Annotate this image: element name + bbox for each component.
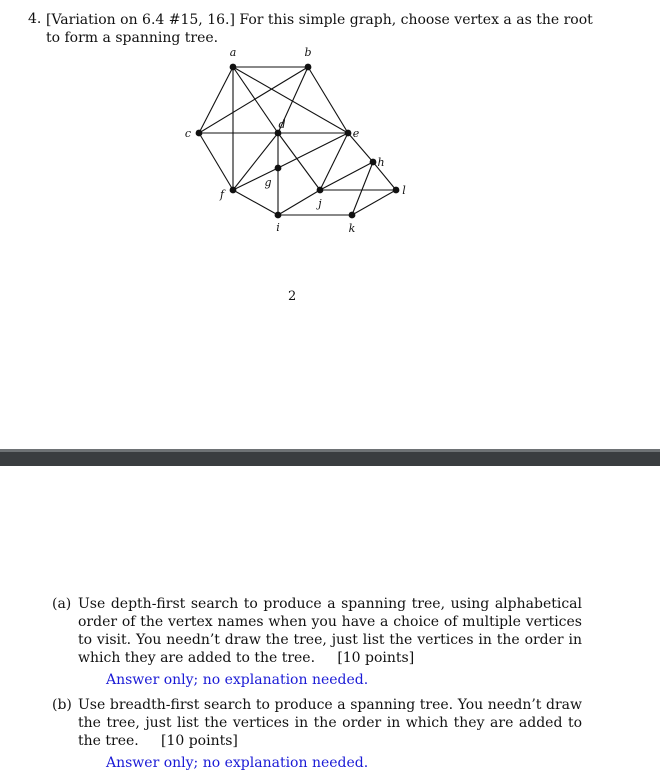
part-a-text: Use depth-first search to produce a spanning tree, using alphabetical order of the vertex names when you have a choice of multiple vertices to visit. You needn’t draw the tree, just list the vertices in the order in which they are added to the tree. [78, 596, 582, 666]
graph-vertex-g [275, 165, 282, 172]
question-text: [Variation on 6.4 #15, 16.] For this simple graph, choose vertex a as the root to form a spanning tree. [46, 12, 593, 46]
part-a [52, 595, 582, 667]
graph-edge-k-l [352, 190, 396, 215]
graph-vertex-c [196, 130, 203, 137]
part-b-body [78, 696, 582, 750]
part-a-body [78, 595, 582, 667]
graph-edges [199, 67, 396, 215]
part-b-answer-note: Answer only; no explanation needed. [106, 755, 369, 771]
graph-figure [0, 0, 660, 250]
part-b-label: (b) [52, 697, 72, 713]
part-b [52, 696, 582, 750]
graph-edge-i-j [278, 190, 320, 215]
part-a-answer-note: Answer only; no explanation needed. [106, 672, 369, 688]
graph-edge-b-e [308, 67, 348, 133]
part-a-label: (a) [52, 596, 72, 612]
graph-edge-a-e [233, 67, 348, 133]
graph-vertex-label-b: b [304, 46, 312, 59]
graph-vertex-label-k: k [348, 222, 356, 235]
graph-vertex-label-e: e [352, 127, 360, 140]
graph-edge-d-j [278, 133, 320, 190]
graph-edge-e-g [278, 133, 348, 168]
graph-edge-c-f [199, 133, 233, 190]
graph-vertex-label-h: h [377, 156, 385, 169]
graph-edge-b-c [199, 67, 308, 133]
graph-vertex-a [230, 64, 237, 71]
graph-vertex-label-c: c [184, 127, 192, 140]
graph-vertex-label-f: f [219, 188, 225, 201]
question-number: 4. [28, 11, 42, 27]
graph-vertex-label-j: j [318, 197, 322, 210]
graph-vertex-k [349, 212, 356, 219]
graph-vertex-label-d: d [278, 118, 286, 131]
graph-vertex-b [305, 64, 312, 71]
page-separator [0, 452, 660, 466]
page-number: 2 [288, 289, 297, 304]
part-b-text: Use breadth-first search to produce a spanning tree. You needn’t draw the tree, just list the vertices in the order in which they are added to the tree. [78, 697, 582, 749]
graph-edge-a-d [233, 67, 278, 133]
graph-vertex-i [275, 212, 282, 219]
graph-edge-k-h [352, 162, 373, 215]
graph-vertex-f [230, 187, 237, 194]
graph-vertex-h [370, 159, 377, 166]
part-a-points: [10 points] [337, 650, 415, 666]
graph-edge-f-i [233, 190, 278, 215]
part-b-points: [10 points] [160, 733, 238, 749]
graph-vertex-l [393, 187, 400, 194]
graph-edge-h-j [320, 162, 373, 190]
graph-vertex-label-a: a [229, 46, 237, 59]
graph-vertex-j [317, 187, 324, 194]
graph-vertex-label-i: i [276, 221, 280, 234]
graph-edge-e-j [320, 133, 348, 190]
graph-vertices [196, 64, 400, 219]
graph-vertex-label-l: l [402, 184, 406, 197]
graph-vertex-e [345, 130, 352, 137]
graph-vertex-label-g: g [264, 176, 272, 189]
